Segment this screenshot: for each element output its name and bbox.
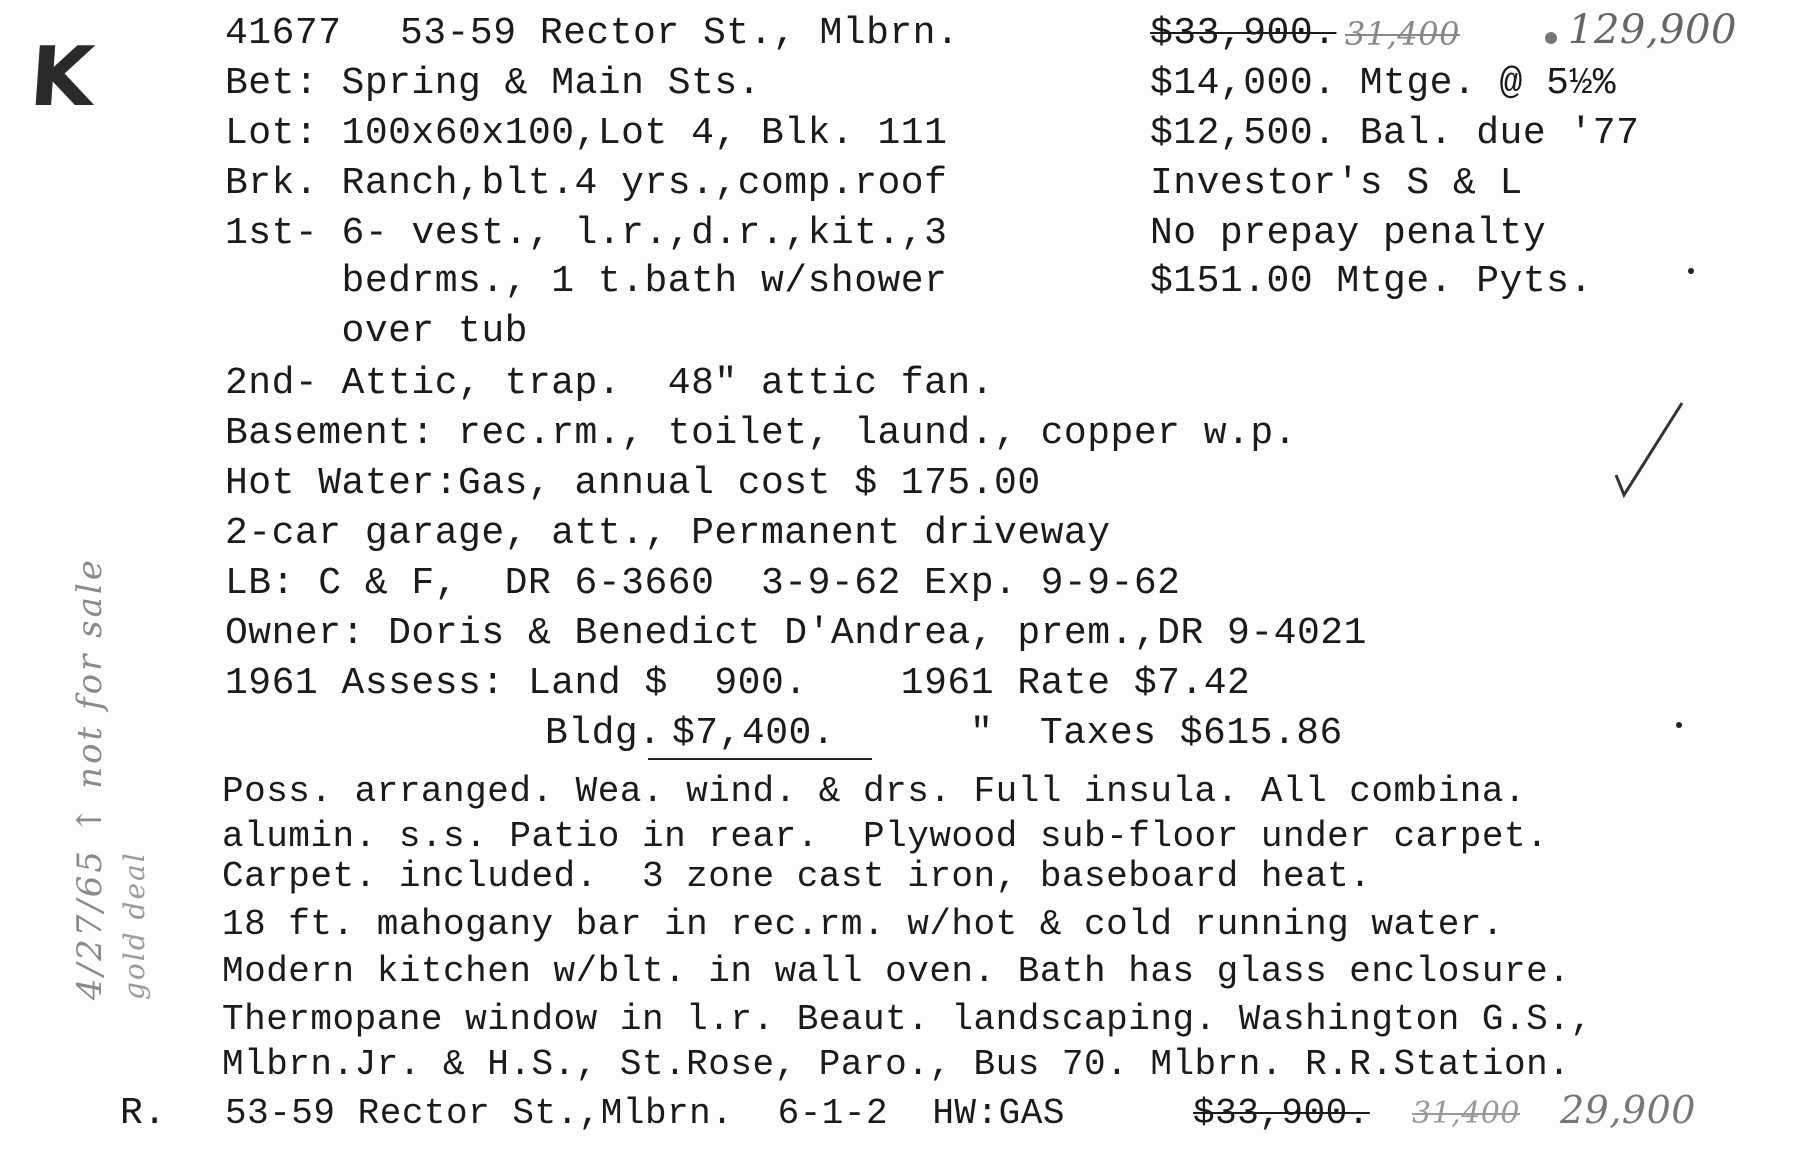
second-price-struck: 31,400	[1345, 15, 1460, 53]
taxes: " Taxes $615.86	[970, 712, 1343, 755]
revised-price-handwritten: 129,900	[1568, 7, 1737, 53]
line-first-floor-3: over tub	[225, 310, 528, 353]
remarks-line-5: Modern kitchen w/blt. in wall oven. Bath has glass enclosure.	[222, 951, 1571, 992]
mortgage-payments: $151.00 Mtge. Pyts.	[1150, 260, 1593, 303]
footer-prefix: R.	[120, 1092, 167, 1135]
prepay-penalty: No prepay penalty	[1150, 212, 1547, 255]
footer-second-price-struck: 31,400	[1412, 1096, 1520, 1131]
line-lot: Lot: 100x60x100,Lot 4, Blk. 111	[225, 112, 948, 155]
bldg-label: Bldg.	[545, 712, 662, 755]
line-listing-broker: LB: C & F, DR 6-3660 3-9-62 Exp. 9-9-62	[225, 562, 1181, 605]
ink-dot	[1688, 268, 1694, 274]
lender: Investor's S & L	[1150, 162, 1523, 205]
line-basement: Basement: rec.rm., toilet, laund., copper w.p.	[225, 412, 1297, 455]
footer-text: 53-59 Rector St.,Mlbrn. 6-1-2 HW:GAS	[225, 1093, 1065, 1134]
line-hot-water: Hot Water:Gas, annual cost $ 175.00	[225, 462, 1041, 505]
remarks-line-1: Poss. arranged. Wea. wind. & drs. Full insula. All combina.	[222, 771, 1527, 812]
margin-handwritten-note-2: gold deal	[118, 851, 151, 1000]
checkmark-icon	[1610, 395, 1690, 505]
margin-handwritten-note: 4/27/65 ↑ not for sale	[70, 557, 110, 1000]
line-owner: Owner: Doris & Benedict D'Andrea, prem.,DR 9-4021	[225, 612, 1367, 655]
remarks-line-6: Thermopane window in l.r. Beaut. landscaping. Washington G.S.,	[222, 999, 1593, 1040]
remarks-line-3: Carpet. included. 3 zone cast iron, baseboard heat.	[222, 856, 1372, 897]
remarks-line-2: alumin. s.s. Patio in rear. Plywood sub-floor under carpet.	[222, 816, 1549, 857]
line-second-floor: 2nd- Attic, trap. 48" attic fan.	[225, 362, 995, 405]
line-assessment: 1961 Assess: Land $ 900. 1961 Rate $7.42	[225, 662, 1251, 705]
remarks-line-4: 18 ft. mahogany bar in rec.rm. w/hot & cold running water.	[222, 904, 1505, 945]
balance-due: $12,500. Bal. due '77	[1150, 112, 1640, 155]
line-garage: 2-car garage, att., Permanent driveway	[225, 512, 1111, 555]
listing-id: 41677	[225, 12, 342, 55]
remarks-line-7: Mlbrn.Jr. & H.S., St.Rose, Paro., Bus 70. Mlbrn. R.R.Station.	[222, 1044, 1571, 1085]
mortgage-amount: $14,000. Mtge. @ 5½%	[1150, 62, 1617, 105]
line-first-floor: 1st- 6- vest., l.r.,d.r.,kit.,3	[225, 212, 948, 255]
line-between: Bet: Spring & Main Sts.	[225, 62, 761, 105]
line-construction: Brk. Ranch,blt.4 yrs.,comp.roof	[225, 162, 948, 205]
footer-price-struck: $33,900.	[1193, 1093, 1370, 1134]
original-price-struck: $33,900.	[1150, 12, 1337, 55]
bldg-value: $7,400.	[672, 712, 836, 755]
grade-mark: K	[26, 30, 97, 125]
listing-address: 53-59 Rector St., Mlbrn.	[400, 12, 960, 55]
ink-blot	[1545, 32, 1557, 44]
line-first-floor-2: bedrms., 1 t.bath w/shower	[225, 260, 948, 303]
ink-dot-2	[1676, 722, 1682, 728]
footer-revised-price: 29,900	[1560, 1088, 1696, 1132]
bldg-underline	[648, 758, 872, 760]
